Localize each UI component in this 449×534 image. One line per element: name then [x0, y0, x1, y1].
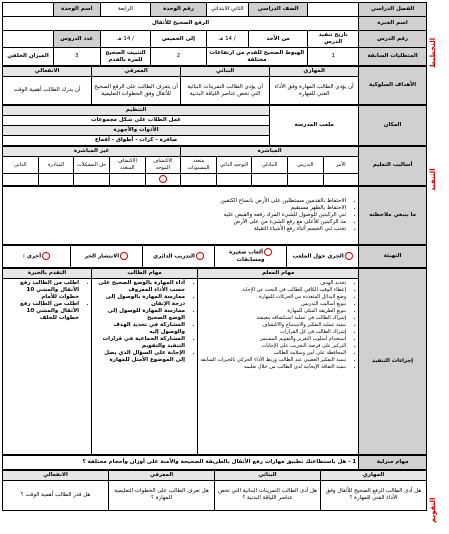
prereq-2-no: 2: [151, 48, 206, 66]
to-value: / 14 هـ: [100, 31, 151, 48]
checkbox-icon: [264, 248, 272, 256]
header-table: [2, 2, 427, 66]
note-item: • ثني الركبتين للوصول للشيء المراد رفعه والقبض عليه: [5, 212, 346, 219]
semester-label: الفصل الدراسي: [359, 3, 427, 17]
unit-no-value: الرابعة: [100, 3, 151, 17]
objectives-table: [2, 66, 427, 105]
style-check[interactable]: [74, 174, 110, 186]
note-item: • الاحتفاظ بالقدمين مستطلين على الأرض بانساع الكتفين: [5, 198, 346, 205]
style-check[interactable]: [3, 174, 39, 186]
teacher-task: • إشراك الطالب في عملية استكشافه معيشة: [200, 315, 346, 322]
notes-table: [2, 186, 427, 245]
grade-label: الصف الدراسي: [248, 3, 307, 17]
eval-cog-header: البنائي: [215, 470, 321, 480]
teacher-task: • إعطاء الوقت الكافي للطالب في البحث عن الإجابة: [200, 287, 346, 294]
unit-no-label: رقم الوحدة: [151, 3, 206, 17]
student-task: • الإجابة على السؤال الذي يصل إلى الموضوع الأمثل للمهارة: [94, 350, 185, 364]
student-tasks-header: مهام الطالب: [92, 268, 198, 278]
from-label: من الأحد: [248, 31, 307, 48]
style-item: الاكتشاف الموجه: [145, 157, 181, 174]
objective-aff-header: الانفعالي: [3, 67, 92, 77]
warmup-label: التهيئة: [359, 245, 427, 267]
teacher-task: • استخدام أسلوب التعزيز والتقويم المستمر: [200, 336, 346, 343]
experience-value: الرقع الصحيح للأثقال: [3, 17, 359, 31]
eval-aff: هل قدر الطالب أهمية الوقت ؟: [3, 480, 109, 510]
teacher-task: • التركيز على فرصة التجريب على الإجابات: [200, 343, 346, 350]
style-check[interactable]: [252, 174, 288, 186]
style-item: المبادرة: [38, 157, 74, 174]
style-item: الاكتشاف المتعدد: [109, 157, 145, 174]
indirect-header: غير المباشرة: [3, 147, 181, 157]
warmup-table: [2, 245, 427, 268]
tools-header: الأدوات والأجهزة: [3, 126, 270, 136]
eval-know: هل تعرف الطالب على الخطوات التعليمية للمهارة ؟: [109, 480, 215, 510]
objective-cog-header: البنائي: [181, 67, 270, 77]
semester-value: [308, 3, 359, 17]
prereq-1-no: 1: [308, 48, 359, 66]
evaluation-table: [2, 470, 427, 511]
teacher-task: • تحديد الهدف: [200, 280, 346, 287]
warmup-option[interactable]: أخرى :: [3, 245, 71, 267]
style-item: التبادلي: [252, 157, 288, 174]
unit-name-label: اسم الوحدة: [53, 3, 100, 17]
style-check[interactable]: [323, 174, 359, 186]
teacher-task: • تنمية الثقافة الإيجابية لدى الطالب من خلال تعليمه: [200, 364, 346, 371]
warmup-option[interactable]: الجري حول الملعب: [287, 245, 359, 267]
objective-motor-header: المهاري: [270, 67, 359, 77]
warmup-option[interactable]: ألعاب صغيرة ومسابقات: [215, 245, 287, 267]
student-tasks: [92, 278, 198, 454]
side-labels: [427, 0, 449, 534]
org-header: التنظيم: [3, 106, 270, 116]
style-check[interactable]: [38, 174, 74, 186]
teacher-task: • تنويع الطريقة المثلى للمهارة: [200, 308, 346, 315]
lesson-count-label: عدد الدروس: [53, 31, 100, 48]
teacher-task: • وضع البدائل المتعددة من الحركات للمهارة: [200, 294, 346, 301]
eval-cog: هل أدى الطالب التمرينات البنائية التي تخص عناصر اللياقة البدنية ؟: [215, 480, 321, 510]
selected-circle-icon: [159, 175, 167, 183]
date-label: تاريخ تنفيذ الدرس: [308, 31, 359, 48]
style-check[interactable]: [181, 174, 217, 186]
checkbox-icon: [345, 252, 353, 260]
checkbox-icon: [42, 252, 50, 260]
eval-aff-header: الانفعالي: [3, 470, 109, 480]
note-item: • الاحتفاظ بالظهر مستقيم: [5, 205, 346, 212]
from-value: / 14 هـ: [206, 31, 248, 48]
prereq-label: المتطلبات السابقة: [359, 48, 427, 66]
student-task: • المشاركة الجماعية في قرارات التنفيذ والتقويم: [94, 336, 185, 350]
warmup-option[interactable]: التدريب الدائري: [142, 245, 214, 267]
eval-know-header: المعرفي: [109, 470, 215, 480]
objective-know-header: المعرفي: [92, 67, 181, 77]
prereq-3: الميزان الخلفي: [3, 48, 54, 66]
direct-header: المباشرة: [181, 147, 359, 157]
eval-motor-header: المهاري: [321, 470, 427, 480]
lesson-count-value: [3, 31, 54, 48]
lesson-no-label: رقم الدرس: [359, 31, 427, 48]
side-execution-label: التنفيذ: [429, 168, 437, 192]
lesson-plan: [2, 2, 427, 511]
homework-value: 1 - هل باستطاعتك تطبيق مهارات رفع الأثقال بالطريقة الصحيحة والأمنة على أوزان وأحجام مختلفة ؟: [3, 455, 359, 469]
style-item: حل المشكلات: [74, 157, 110, 174]
procedures-label: إجراءات التنفيذ: [359, 268, 427, 454]
style-check[interactable]: [109, 174, 145, 186]
homework-label: مهام منزلية: [359, 455, 427, 469]
prereq-2: التثبيت الصحيح للمرة بالقدم: [100, 48, 151, 66]
to-label: إلى الخميس: [151, 31, 206, 48]
style-item: التدريبي: [287, 157, 323, 174]
progress-item: • اطلب من الطالب رفع الأثقال والمشي 10 خطوات للخلف: [5, 301, 79, 322]
student-task: • ممارسة المهارة للوصول إلى الوضع الصحيح: [94, 308, 185, 322]
prereq-3-no: 3: [53, 48, 100, 66]
note-item: • تجنب ثني الجسم أثناء رفع الأشياء الثقيلة: [5, 226, 346, 233]
objective-motor: أن يؤدي الطالب المهارة وفق الأداء الفني للمهارة: [270, 77, 359, 105]
notes-label: ما ينبغي ملاحظته: [359, 186, 427, 244]
objective-aff: أن يدرك الطالب أهمية الوقت: [3, 77, 92, 105]
eval-motor: هل أدى الطالب الرفع الصحيح للأثقال وفق الأداء الفني للمهارة ؟: [321, 480, 427, 510]
prereq-1: الهبوط الصحيح للقدم من ارتفاعات مختلفة: [206, 48, 308, 66]
teacher-task: • تنمية التفكير العصبي عند الطالب وربط الأداء الحركي بالخبرات السابقة: [200, 357, 346, 364]
objectives-label: الأهداف السلوكية: [359, 67, 427, 105]
objective-know: أن يتعرف الطالب على الرفع الصحيح للأثقال وفق الخطوات التعليمية: [92, 77, 181, 105]
objective-cog: أن يؤدي الطالب التمرينات البنائية التي تخص عناصر اللياقة البدنية: [181, 77, 270, 105]
teacher-task: • إشراك الطالب في كل القرارات: [200, 329, 346, 336]
notes-content: [3, 186, 359, 244]
unit-name-value: [3, 3, 54, 17]
style-item: متعدد المستويات: [181, 157, 217, 174]
org-value: عمل الطلاب على شكل مجموعات: [3, 116, 270, 126]
style-check[interactable]: [145, 174, 181, 186]
style-item: الأمر: [323, 157, 359, 174]
side-evaluation-label: التقويم: [429, 497, 437, 523]
side-planning-label: التخطيط: [429, 37, 437, 69]
experience-label: اسم الخبرة: [359, 17, 427, 31]
procedures-table: [2, 268, 427, 455]
style-item: الذاتي: [3, 157, 39, 174]
place-value: ملعب المدرسة: [270, 106, 359, 146]
grade-value: الثاني الابتدائي: [206, 3, 248, 17]
teacher-tasks-header: مهام المعلم: [198, 268, 359, 278]
teacher-task: • تنمية عملية التفكير والاستنتاج والاكتشاف: [200, 322, 346, 329]
place-label: المكان: [359, 106, 427, 146]
tools-value: صافرة - كرات - أطواق - أقماع: [3, 136, 270, 146]
teacher-tasks: [198, 278, 359, 454]
student-task: • ممارسة المهارة بالوصول إلى درجة الإتقان: [94, 294, 185, 308]
homework-table: [2, 455, 427, 470]
style-check[interactable]: [216, 174, 252, 186]
student-task: • أداء المهارة بالوضع الصحيح على حسب الأداء المعروف: [94, 280, 185, 294]
progress-items: [3, 278, 92, 454]
note-item: • مد الركبتين للأعلى مع رفع الشيء من على الأرض: [5, 219, 346, 226]
styles-label: أساليب التعليم: [359, 147, 427, 186]
checkbox-icon: [120, 252, 128, 260]
styles-table: [2, 146, 427, 186]
progress-header: التقدم بالخبرة: [3, 268, 92, 278]
teacher-task: • المحافظة على أمن وسلامة الطالب: [200, 350, 346, 357]
checkbox-icon: [196, 252, 204, 260]
style-check[interactable]: [287, 174, 323, 186]
style-item: التوجيه الذاتي: [216, 157, 252, 174]
warmup-option[interactable]: الانتشار الحر: [70, 245, 142, 267]
student-task: • المشاركة في تحديد الهدف والوصول إليه: [94, 322, 185, 336]
progress-item: • اطلب من الطالب رفع الأثقال والمشي 10 خطوات للأمام: [5, 280, 79, 301]
place-table: [2, 105, 427, 146]
teacher-task: • تنويع أساليب التدريس: [200, 301, 346, 308]
